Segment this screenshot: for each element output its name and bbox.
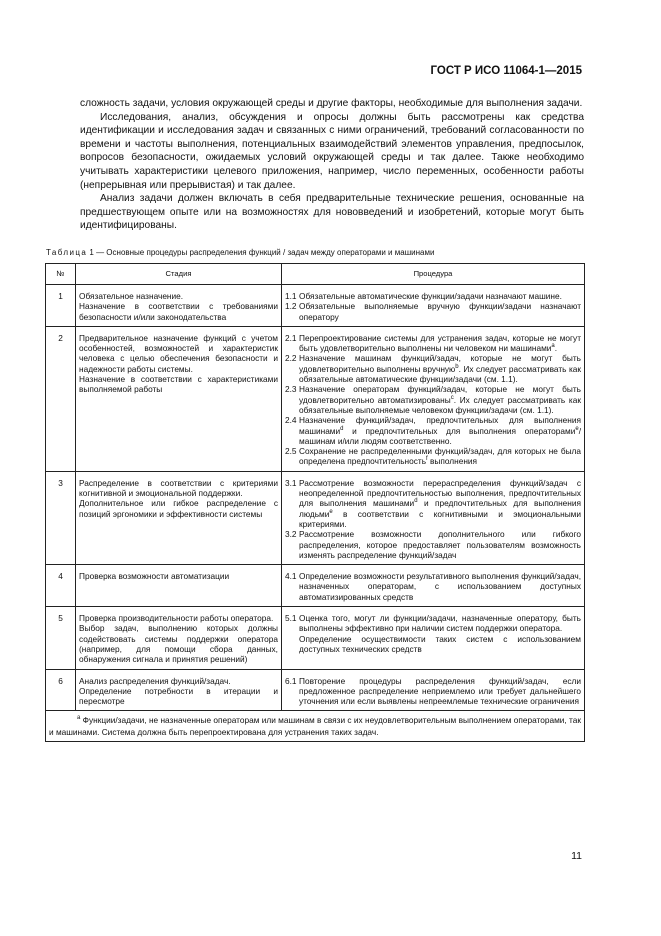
header-stage: Стадия bbox=[76, 264, 282, 285]
procedure-number: 2.5 bbox=[285, 446, 297, 457]
procedure-text-part: Оценка того, могут ли функции/задачи, назначенные оператору, быть выполнены эффективно при наличии систем поддержки оператора. bbox=[299, 613, 581, 634]
procedure-text bbox=[299, 478, 581, 529]
procedure-item bbox=[285, 676, 581, 707]
table-caption-text: 1 — Основные процедуры распределения функций / задач между операторами и машинами bbox=[89, 248, 435, 257]
stage-cell bbox=[76, 326, 282, 471]
procedure-text-part: Определение возможности результативного выполнения функций/задач, назначенных операторам, с использованием доступных автоматизированных средств bbox=[299, 571, 581, 602]
row-number: 1 bbox=[46, 285, 76, 327]
paragraph: Анализ задачи должен включать в себя предварительные технические решения, основанные на предшествующем опыте или на возможностях для нововведений и изобретений, которые могут быть идентифицированы. bbox=[80, 193, 584, 232]
footnote-ref: e bbox=[575, 425, 579, 432]
procedure-text bbox=[299, 291, 581, 301]
procedure-cell bbox=[282, 471, 585, 564]
procedure-number: 2.3 bbox=[285, 384, 297, 395]
procedure-text-part: и предпочтительных для выполнения людьми bbox=[299, 498, 581, 519]
procedure-item bbox=[285, 333, 581, 354]
procedure-number: 5.1 bbox=[285, 613, 297, 624]
page-number: 11 bbox=[571, 850, 582, 862]
paragraph: Исследования, анализ, обсуждения и опросы должны быть рассмотрены как средства идентификации и исследования задач и связанных с ними ограничений, требований согласованности по времени и частоты выполнения, потенциальных взаимодействий элементов управления, предпосылок, вопросов безопасности, ожидаемых условий окружающей среды и так далее. Также необходимо учитывать характеристики целевого приложения, например, число переменных, особенности работы (непрерывная или прерывистая) и так далее. bbox=[80, 111, 584, 191]
procedure-text-part: Перепроектирование системы для устранения задач, которые не могут быть удовлетворительно выполнены ни человеком ни машинами bbox=[299, 332, 581, 354]
stage-text: Анализ распределения функций/задач. bbox=[79, 675, 231, 686]
procedure-text-part: . bbox=[554, 343, 558, 354]
table-caption-lead: Таблица bbox=[46, 248, 88, 257]
procedure-item bbox=[285, 353, 581, 384]
table-row bbox=[46, 471, 585, 564]
footnote-ref: d bbox=[340, 425, 344, 432]
footnote-ref: f bbox=[426, 456, 428, 463]
procedures-table bbox=[45, 263, 585, 742]
procedure-text-part: / машинам и/или людям соответственно. bbox=[299, 425, 581, 446]
procedure-cell bbox=[282, 607, 585, 669]
procedure-item bbox=[285, 415, 581, 446]
procedure-number: 2.2 bbox=[285, 353, 297, 364]
row-number: 4 bbox=[46, 565, 76, 607]
body-text bbox=[80, 97, 584, 233]
table-row bbox=[46, 565, 585, 607]
stage-text: Выбор задач, выполнению которых должны содействовать системы поддержки оператора (например, для помощи сбора данных, обнаружения сигнала и принятия решений) bbox=[79, 623, 278, 665]
paragraph: сложность задачи, условия окружающей среды и другие факторы, необходимые для выполнения задачи. bbox=[80, 98, 583, 109]
procedure-cell bbox=[282, 285, 585, 327]
footnote-ref: c bbox=[450, 394, 454, 401]
row-number: 2 bbox=[46, 326, 76, 471]
stage-text: Предварительное назначение функций с учетом особенностей, возможностей и характеристик человека с целью обеспечения безопасности и надежности работы системы. bbox=[79, 332, 278, 374]
stage-text: Проверка возможности автоматизации bbox=[79, 571, 230, 582]
procedure-item bbox=[285, 634, 581, 655]
procedure-item bbox=[285, 613, 581, 634]
table-caption bbox=[46, 248, 434, 257]
procedure-text bbox=[299, 613, 581, 634]
footnote-text: Функции/задачи, не назначенные операторам или машинам в связи с их неудовлетворительным выполнением операторами, так и машинами. Система должна быть перепроектирована для устранения таких задач. bbox=[49, 715, 581, 738]
procedure-cell bbox=[282, 669, 585, 711]
footnote-ref: a bbox=[551, 343, 555, 350]
procedure-item bbox=[285, 571, 581, 602]
procedure-text bbox=[299, 446, 581, 467]
procedure-number: 3.1 bbox=[285, 477, 297, 488]
row-number: 5 bbox=[46, 607, 76, 669]
stage-cell bbox=[76, 471, 282, 564]
procedure-text-part: в соответствии с когнитивными и эмоциональными критериями. bbox=[299, 508, 581, 529]
procedure-text-part: Обязательные выполняемые вручную функции/задачи назначают оператору bbox=[299, 301, 581, 322]
table-row bbox=[46, 326, 585, 471]
table-row bbox=[46, 285, 585, 327]
procedure-cell bbox=[282, 326, 585, 471]
stage-text: Распределение в соответствии с критериями когнитивной и эмоциональной поддержки. bbox=[79, 477, 278, 499]
procedure-number: 2.1 bbox=[285, 332, 297, 343]
footnote-ref: d bbox=[414, 498, 418, 505]
procedure-text bbox=[299, 353, 581, 384]
procedure-text bbox=[299, 529, 581, 560]
footnote-mark: a bbox=[77, 715, 81, 722]
procedure-text bbox=[299, 301, 581, 322]
procedure-text-part: . Их следует рассматривать как обязательные автоматические функции/задачи (см. 1.1). bbox=[299, 363, 582, 385]
procedure-text-part: Рассмотрение возможности дополнительного или гибкого распределения, которое предоставляет пользователям возможность изменять распределение функций/задач bbox=[299, 529, 581, 560]
procedure-item bbox=[285, 384, 581, 415]
table-footnote bbox=[46, 711, 585, 742]
stage-cell bbox=[76, 669, 282, 711]
procedure-text-part: Повторение процедуры распределения функций/задач, если предложенное распределение неприемлемо или требует дальнейшего уточнения или если выявлены непреемлемые технические ограничения bbox=[299, 675, 581, 707]
procedure-number: 6.1 bbox=[285, 675, 297, 686]
stage-text: Проверка производительности работы оператора. bbox=[79, 613, 274, 624]
procedure-item bbox=[285, 301, 581, 322]
footnote-ref: b bbox=[455, 364, 459, 371]
procedure-text-part: Определение осуществимости таких систем с использованием доступных технических средств bbox=[299, 633, 581, 654]
document-number: ГОСТ Р ИСО 11064-1—2015 bbox=[430, 65, 582, 77]
procedure-text bbox=[299, 384, 581, 415]
procedure-text-part: Назначение функций/задач, предпочтительных для выполнения машинами bbox=[299, 415, 581, 436]
procedure-number: 2.4 bbox=[285, 415, 297, 426]
table-row bbox=[46, 669, 585, 711]
stage-text: Назначение в соответствии с требованиями безопасности и/или законодательства bbox=[79, 301, 278, 322]
stage-cell bbox=[76, 285, 282, 327]
procedure-item bbox=[285, 291, 581, 301]
stage-text: Обязательное назначение. bbox=[79, 291, 184, 301]
header-procedure: Процедура bbox=[282, 264, 585, 285]
procedure-number: 3.2 bbox=[285, 529, 297, 540]
footnote-ref: e bbox=[329, 508, 333, 515]
procedure-item bbox=[285, 446, 581, 467]
procedure-text-part: . Их следует рассматривать как обязательные выполняемые человеком функции/задачи (см. 1.1). bbox=[299, 394, 581, 415]
table-row bbox=[46, 607, 585, 669]
procedure-number: 1.1 bbox=[285, 291, 297, 301]
procedure-text-part: и предпочтительных для выполнения операторами bbox=[343, 425, 576, 436]
procedure-item bbox=[285, 529, 581, 560]
stage-cell bbox=[76, 565, 282, 607]
stage-text: Определение потребности в итерации и пересмотре bbox=[79, 685, 278, 707]
procedure-text-part: Обязательные автоматические функции/задачи назначают машине. bbox=[299, 291, 562, 301]
stage-cell bbox=[76, 607, 282, 669]
procedure-text-part: Сохранение не распределенными функций/задач, для которых не была определена предпочтительность bbox=[299, 446, 581, 467]
procedure-text bbox=[299, 634, 581, 655]
procedure-text-part: Назначение машинам функций/задач, которые не могут быть удовлетворительно выполнены вручную bbox=[299, 353, 581, 374]
procedure-text bbox=[299, 676, 581, 707]
procedure-text-part: Назначение операторам функций/задач, которые не могут быть удовлетворительно автоматизированы bbox=[299, 384, 581, 405]
procedure-text-part: выполнения bbox=[427, 456, 478, 467]
procedure-number bbox=[285, 634, 299, 655]
procedure-text bbox=[299, 333, 581, 354]
procedure-number: 1.2 bbox=[285, 301, 297, 312]
header-num: № bbox=[46, 264, 76, 285]
row-number: 3 bbox=[46, 471, 76, 564]
stage-text: Дополнительное или гибкое распределение с позиций эргономики и эффективности системы bbox=[79, 498, 278, 519]
row-number: 6 bbox=[46, 669, 76, 711]
procedure-text bbox=[299, 571, 581, 602]
stage-text: Назначение в соответствии с характеристиками выполняемой работы bbox=[79, 374, 278, 395]
procedure-item bbox=[285, 478, 581, 529]
procedure-text-part: Рассмотрение возможности перераспределения функций/задач с неопределенной предпочтительностью выполнения, предпочтительных для выполнения машинами bbox=[299, 477, 581, 509]
procedure-number: 4.1 bbox=[285, 571, 297, 582]
procedure-cell bbox=[282, 565, 585, 607]
footnote-row bbox=[46, 711, 585, 742]
procedure-text bbox=[299, 415, 581, 446]
table-header-row bbox=[46, 264, 585, 285]
